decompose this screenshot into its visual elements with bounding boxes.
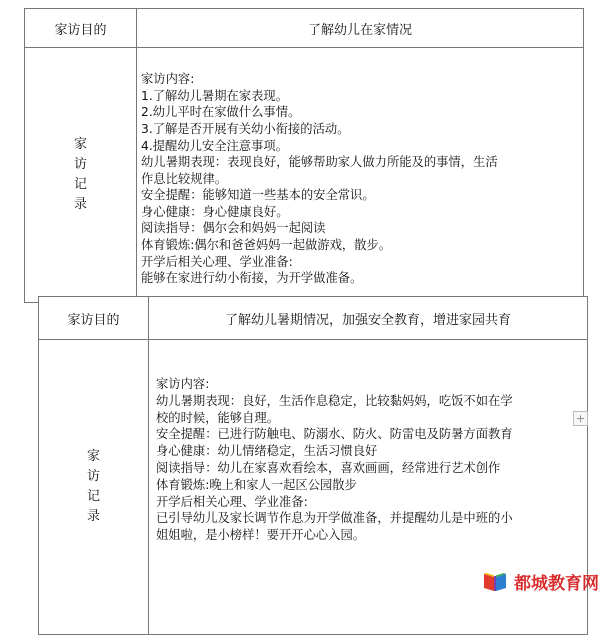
content-line: 开学后相关心理、学业准备: — [156, 494, 308, 509]
record-label-cell — [39, 340, 149, 635]
content-line: 安全提醒：已进行防触电、防溺水、防火、防雷电及防暑方面教育 — [156, 427, 513, 442]
watermark-text: 都城教育网 — [514, 573, 599, 594]
record-label-char: 录 — [86, 509, 100, 524]
content-line: 校的时候，能够自理。 — [156, 410, 279, 425]
purpose-value-cell — [137, 9, 584, 48]
content-line: 1.了解幼儿暑期在家表现。 — [141, 88, 288, 103]
record-label-char: 访 — [86, 469, 100, 484]
content-line: 幼儿暑期表现：良好，生活作息稳定，比较黏妈妈，吃饭不如在学 — [156, 393, 513, 408]
visit-content-cell — [137, 48, 584, 303]
purpose-value-cell — [149, 297, 588, 340]
record-label-char: 记 — [86, 489, 100, 504]
content-line: 姐姐啦，是小榜样！要开开心心入园。 — [156, 528, 366, 543]
purpose-value: 了解幼儿暑期情况，加强安全教育，增进家园共育 — [224, 312, 511, 328]
record-label-char: 记 — [73, 177, 87, 192]
book-logo-icon — [482, 569, 508, 593]
content-line: 阅读指导：幼儿在家喜欢看绘本，喜欢画画，经常进行艺术创作 — [156, 460, 501, 475]
content-line: 作息比较规律。 — [141, 171, 228, 186]
purpose-label: 家访目的 — [54, 22, 107, 38]
content-line: 身心健康：身心健康良好。 — [141, 204, 289, 219]
content-line: 体育锻炼:偶尔和爸爸妈妈一起做游戏，散步。 — [141, 238, 392, 253]
content-line: 能够在家进行幼小衔接，为开学做准备。 — [141, 271, 363, 286]
purpose-label: 家访目的 — [67, 312, 120, 328]
record-label-char: 家 — [86, 449, 100, 464]
record-label-char: 访 — [73, 157, 87, 172]
content-line: 安全提醒：能够知道一些基本的安全常识。 — [141, 188, 375, 203]
content-line: 2.幼儿平时在家做什么事情。 — [141, 105, 301, 120]
content-line: 家访内容: — [156, 377, 210, 391]
purpose-value: 了解幼儿在家情况 — [307, 22, 412, 38]
content-line: 阅读指导：偶尔会和妈妈一起阅读 — [141, 221, 326, 236]
content-line: 幼儿暑期表现：表现良好，能够帮助家人做力所能及的事情，生活 — [141, 155, 498, 170]
purpose-label-cell — [25, 9, 137, 48]
content-line: 身心健康：幼儿情绪稳定，生活习惯良好 — [156, 444, 378, 459]
home-visit-table-1 — [24, 8, 584, 303]
content-line: 3.了解是否开展有关幼小衔接的活动。 — [141, 121, 350, 136]
content-line: 家访内容: — [141, 72, 195, 87]
content-line: 体育锻炼:晚上和家人一起区公园散步 — [156, 477, 357, 492]
purpose-label-cell — [39, 297, 149, 340]
add-row-button[interactable]: + — [573, 411, 588, 426]
record-label-char: 家 — [73, 137, 87, 152]
record-label-char: 录 — [73, 197, 87, 212]
record-label-cell — [25, 48, 137, 303]
site-watermark — [482, 567, 599, 595]
content-line: 4.提醒幼儿安全注意事项。 — [141, 138, 288, 153]
content-line: 开学后相关心理、学业准备: — [141, 254, 293, 269]
content-line: 已引导幼儿及家长调节作息为开学做准备，并提醒幼儿是中班的小 — [156, 511, 513, 526]
